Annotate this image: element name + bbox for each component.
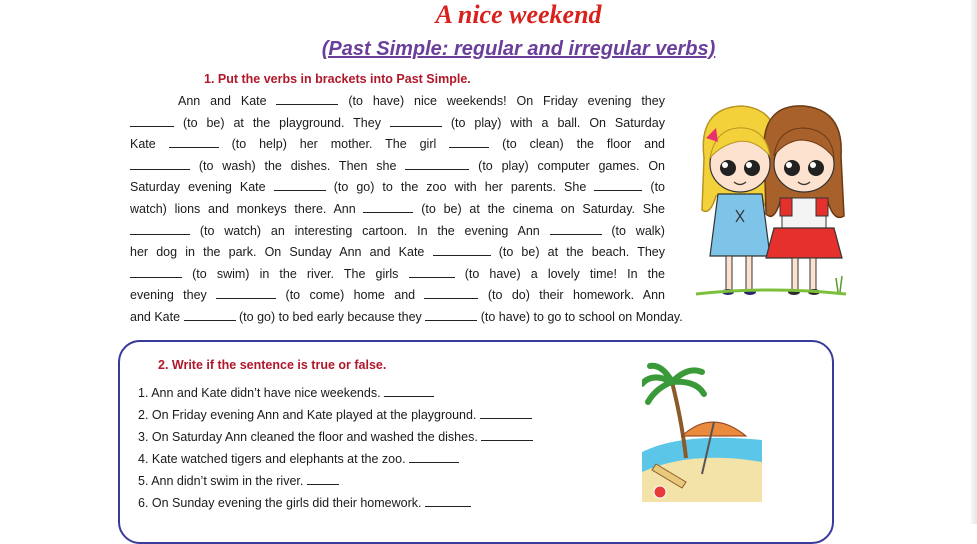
girls-illustration bbox=[696, 98, 846, 306]
answer-blank[interactable] bbox=[130, 222, 190, 235]
exercise1-line-3: Kate (to help) her mother. The girl (to clean) the floor and bbox=[130, 137, 665, 152]
exercise1-line-6: watch) lions and monkeys there. Ann (to be) at the cinema on Saturday. She bbox=[130, 201, 665, 216]
beach-illustration bbox=[642, 362, 762, 502]
answer-blank[interactable] bbox=[363, 200, 413, 213]
list-item: 1. Ann and Kate didn’t have nice weekends. bbox=[138, 382, 533, 404]
answer-blank[interactable] bbox=[130, 114, 174, 127]
answer-blank[interactable] bbox=[424, 286, 478, 299]
page-edge bbox=[971, 0, 977, 524]
answer-blank[interactable] bbox=[409, 265, 455, 278]
exercise1-line-9: (to swim) in the river. The girls (to have) a lovely time! In the bbox=[130, 264, 665, 286]
exercise1-line-7: (to watch) an interesting cartoon. In the evening Ann (to walk) bbox=[130, 221, 665, 243]
answer-blank[interactable] bbox=[130, 157, 190, 170]
answer-blank[interactable] bbox=[449, 135, 489, 148]
answer-blank[interactable] bbox=[405, 157, 469, 170]
answer-blank[interactable] bbox=[274, 178, 326, 191]
list-item: 4. Kate watched tigers and elephants at the zoo. bbox=[138, 448, 533, 470]
list-item: 5. Ann didn’t swim in the river. bbox=[138, 470, 533, 492]
answer-blank[interactable] bbox=[130, 265, 182, 278]
answer-blank[interactable] bbox=[425, 494, 471, 507]
answer-blank[interactable] bbox=[433, 243, 491, 256]
worksheet-subtitle: (Past Simple: regular and irregular verbs) bbox=[321, 38, 716, 60]
exercise1-line-4: (to wash) the dishes. Then she (to play) computer games. On bbox=[130, 156, 665, 178]
answer-blank[interactable] bbox=[594, 178, 642, 191]
answer-blank[interactable] bbox=[307, 472, 339, 485]
exercise1-line-8: her dog in the park. On Sunday Ann and Kate (to be) at the beach. They bbox=[130, 245, 665, 260]
answer-blank[interactable] bbox=[409, 450, 459, 463]
exercise1-line-10: evening they (to come) home and (to do) their homework. Ann bbox=[130, 288, 665, 303]
exercise1-line-11: and Kate (to go) to bed early because they (to have) to go to school on Monday. bbox=[130, 309, 683, 324]
exercise1-line-1: Ann and Kate (to have) nice weekends! On Friday evening they bbox=[178, 94, 665, 108]
list-item: 3. On Saturday Ann cleaned the floor and washed the dishes. bbox=[138, 426, 533, 448]
exercise1-line-2: (to be) at the playground. They (to play) with a ball. On Saturday bbox=[130, 113, 665, 135]
exercise1-line-5: Saturday evening Kate (to go) to the zoo with her parents. She (to bbox=[130, 180, 665, 195]
exercise2-heading: 2. Write if the sentence is true or false. bbox=[158, 358, 387, 372]
answer-blank[interactable] bbox=[425, 308, 477, 321]
answer-blank[interactable] bbox=[550, 222, 602, 235]
answer-blank[interactable] bbox=[216, 286, 276, 299]
answer-blank[interactable] bbox=[169, 135, 219, 148]
list-item: 2. On Friday evening Ann and Kate played at the playground. bbox=[138, 404, 533, 426]
answer-blank[interactable] bbox=[276, 92, 338, 105]
exercise1-text bbox=[130, 91, 683, 329]
exercise1-heading: 1. Put the verbs in brackets into Past Simple. bbox=[204, 72, 471, 86]
answer-blank[interactable] bbox=[384, 384, 434, 397]
worksheet-title: A nice weekend bbox=[435, 0, 602, 29]
answer-blank[interactable] bbox=[184, 308, 236, 321]
list-item: 6. On Sunday evening the girls did their homework. bbox=[138, 492, 533, 514]
true-false-list bbox=[138, 382, 533, 514]
answer-blank[interactable] bbox=[480, 406, 532, 419]
answer-blank[interactable] bbox=[481, 428, 533, 441]
answer-blank[interactable] bbox=[390, 114, 442, 127]
